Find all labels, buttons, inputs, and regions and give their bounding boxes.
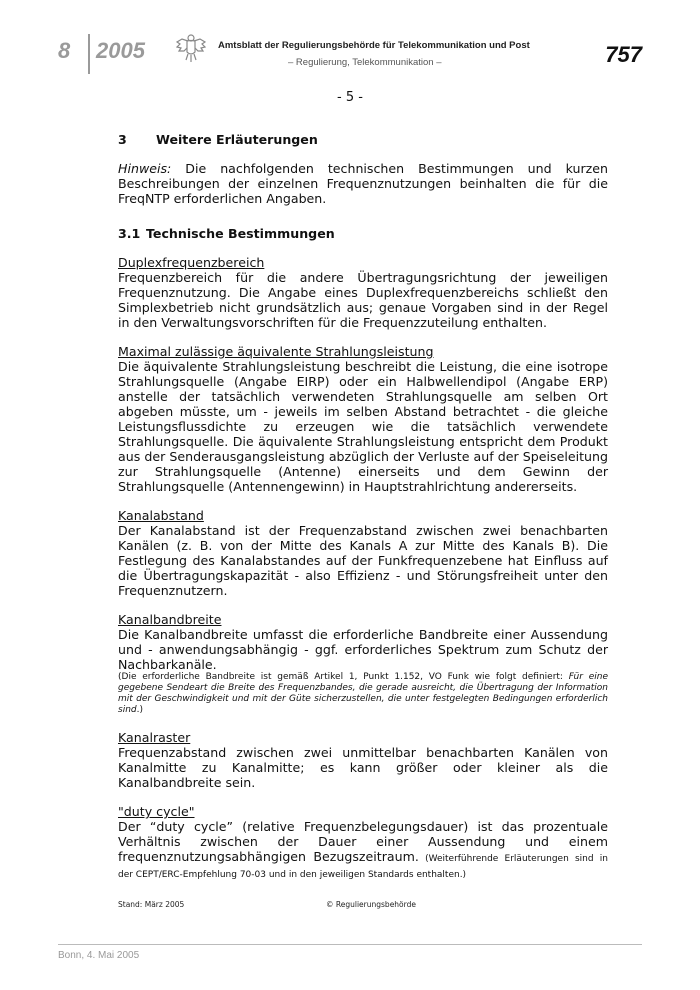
federal-eagle-icon xyxy=(176,32,206,64)
issue-divider xyxy=(88,34,90,74)
term-duty-cycle xyxy=(118,804,608,881)
term-erp xyxy=(118,344,608,494)
term-channel-raster-title: Kanalraster xyxy=(118,730,191,745)
hint-text: Die nachfolgenden technischen Bestimmungen und kurzen Beschreibungen der einzelnen Frequenznutzungen beinhalten die für die FreqNTP erforderlichen Angaben. xyxy=(118,161,608,206)
section-number: 3 xyxy=(118,132,127,147)
subsection-title: Technische Bestimmungen xyxy=(146,226,335,241)
term-duplex xyxy=(118,255,608,330)
term-erp-title: Maximal zulässige äquivalente Strahlungsleistung xyxy=(118,344,434,359)
term-channel-raster-text: Frequenzabstand zwischen zwei unmittelbar benachbarten Kanälen von Kanalmitte zu Kanalmitte; es kann größer oder kleiner als die Kanalbandbreite sein. xyxy=(118,745,608,790)
term-duty-cycle-paragraph xyxy=(118,819,608,881)
term-duplex-title: Duplexfrequenzbereich xyxy=(118,255,265,270)
hint-paragraph xyxy=(118,161,608,206)
term-erp-text: Die äquivalente Strahlungsleistung beschreibt die Leistung, die eine isotrope Strahlungsquelle (Angabe EIRP) oder ein Halbwellendipol (Angabe ERP) anstelle der tatsächlich verwendeten Strahlungsquelle am selben Ort abgeben müsste, um - jeweils im selben Abstand betrachtet - die gleiche Leistungsflussdichte zu erzeugen wie die tatsächlich verwendete Strahlungsquelle. Die äquivalente Strahlungsleistung entspricht dem Produkt aus der Senderausgangsleistung abzüglich der Verluste auf der Speiseleitung zur Strahlungsquelle (Antenne) einerseits und dem Gewinn der Strahlungsquelle (Antennengewinn) in Hauptstrahlrichtung andererseits. xyxy=(118,359,608,494)
bandwidth-note-end: .) xyxy=(136,705,143,715)
issue-year: 2005 xyxy=(96,38,145,63)
section-heading xyxy=(118,132,608,147)
footer-copyright: © Regulierungsbehörde xyxy=(326,900,416,909)
subsection-number: 3.1 xyxy=(118,226,141,241)
term-channel-bandwidth-note xyxy=(118,672,608,716)
bottom-divider xyxy=(58,944,642,945)
term-channel-raster xyxy=(118,730,608,790)
section-title: Weitere Erläuterungen xyxy=(156,132,318,147)
hint-label: Hinweis: xyxy=(118,161,172,176)
gazette-title: Amtsblatt der Regulierungsbehörde für Telekommunikation und Post xyxy=(218,40,530,51)
term-duplex-text: Frequenzbereich für die andere Übertragungsrichtung der jeweiligen Frequenznutzung. Die Angabe eines Duplexfrequenzbereichs schließt den Simplexbetrieb nicht grundsätzlich aus; genaue Vorgaben sind in der Regel in den Verwaltungsvorschriften für die Frequenzzuteilung enthalten. xyxy=(118,270,608,330)
term-channel-spacing-title: Kanalabstand xyxy=(118,508,204,523)
inner-page-number: - 5 - xyxy=(337,90,363,105)
publication-date: Bonn, 4. Mai 2005 xyxy=(58,950,140,961)
footer-status: Stand: März 2005 xyxy=(118,900,185,909)
term-duty-cycle-text: Der “duty cycle” (relative Frequenzbelegungsdauer) ist das prozentuale Verhältnis zwischen der Dauer einer Aussendung und einem frequenznutzungsabhängigen Bezugszeitraum. xyxy=(118,819,608,864)
bandwidth-note-italic: Für eine gegebene Sendeart die Breite des Frequenzbandes, die gerade ausreicht, die Übertragung der Information mit der Geschwindigkeit und mit der Güte sicherzustellen, die unter festgelegten Bedingungen erforderlich sind xyxy=(118,672,608,715)
term-channel-bandwidth-text: Die Kanalbandbreite umfasst die erforderliche Bandbreite einer Aussendung und - anwendungsabhängig - ggf. erforderliches Spektrum zum Schutz der Nachbarkanäle. xyxy=(118,627,608,672)
issue-number: 8 xyxy=(58,38,71,63)
term-channel-bandwidth xyxy=(118,612,608,716)
bandwidth-note-plain: (Die erforderliche Bandbreite ist gemäß Artikel 1, Punkt 1.152, VO Funk wie folgt definiert: xyxy=(118,672,569,682)
gazette-subtitle: – Regulierung, Telekommunikation – xyxy=(288,57,442,68)
term-duty-cycle-note: (Weiterführende Erläuterungen sind in der CEPT/ERC-Empfehlung 70-03 und in den jeweiligen Standards enthalten.) xyxy=(118,854,608,880)
term-channel-bandwidth-title: Kanalbandbreite xyxy=(118,612,222,627)
document-body xyxy=(118,132,608,881)
page-number: 757 xyxy=(605,42,642,67)
subsection-heading xyxy=(118,226,608,241)
term-duty-cycle-title: "duty cycle" xyxy=(118,804,195,819)
term-channel-spacing xyxy=(118,508,608,598)
term-channel-spacing-text: Der Kanalabstand ist der Frequenzabstand zwischen zwei benachbarten Kanälen (z. B. von der Mitte des Kanals A zur Mitte des Kanals B). Die Festlegung des Kanalabstandes auf der Funkfrequenzebene hat Einfluss auf die Übertragungskapazität - also Effizienz - und Störungsfreiheit unter den Frequenznutzern. xyxy=(118,523,608,598)
